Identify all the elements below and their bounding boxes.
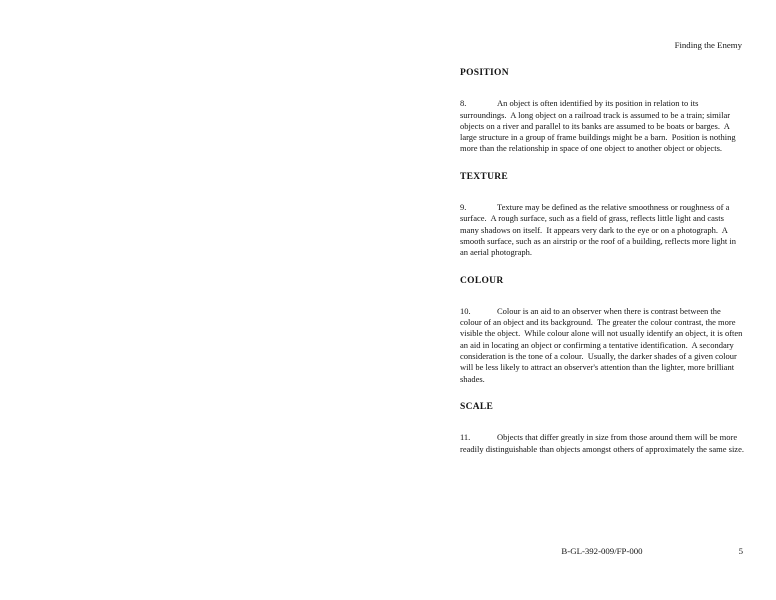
section-texture [460, 172, 744, 259]
page-footer [460, 546, 744, 557]
paragraph-text: Objects that differ greatly in size from those around them will be more readily distinguishable than objects amongst others of approximately the same size. [460, 432, 744, 454]
section-position [460, 68, 744, 155]
paragraph-text: An object is often identified by its position in relation to its surroundings. A long object on a railroad track is assumed to be a train; similar objects on a river and parallel to its banks are assumed to be boats or barges. A large structure in a group of frame buildings might be a barn. Position is nothing more than the relationship in space of one object to another object or objects. [460, 98, 738, 154]
section-colour [460, 276, 744, 385]
paragraph-number: 9. [460, 202, 467, 213]
section-heading-colour: COLOUR [460, 275, 504, 286]
section-heading-scale: SCALE [460, 401, 494, 412]
paragraph-number: 10. [460, 305, 471, 316]
section-heading-texture: TEXTURE [460, 171, 509, 182]
paragraph-number: 11. [460, 432, 471, 443]
paragraph-8 [460, 98, 744, 154]
paragraph-9 [460, 202, 744, 258]
page-number: 5 [738, 546, 743, 556]
running-header: Finding the Enemy [674, 40, 742, 50]
paragraph-10 [460, 306, 744, 385]
section-heading-position: POSITION [460, 68, 509, 78]
paragraph-number: 8. [460, 98, 467, 109]
paragraph-text: Texture may be defined as the relative smoothness or roughness of a surface. A rough surface, such as a field of grass, reflects little light and casts many shadows on itself. It appears very dark to the eye or on a photograph. A smooth surface, such as an airstrip or the roof of a building, reflects more light in an aerial photograph. [460, 202, 739, 258]
section-scale [460, 402, 744, 455]
page-content [460, 40, 744, 455]
paragraph-11 [460, 432, 744, 455]
paragraph-text: Colour is an aid to an observer when there is contrast between the colour of an object and its background. The greater the colour contrast, the more visible the object. While colour alone will not usually identify an object, it is often an aid in locating an object or confirming a tentative identification. A secondary consideration is the tone of a colour. Usually, the darker shades of a given colour will be less likely to attract an observer's attention than the lighter, more brilliant shades. [460, 305, 745, 384]
document-code: B-GL-392-009/FP-000 [561, 546, 643, 556]
